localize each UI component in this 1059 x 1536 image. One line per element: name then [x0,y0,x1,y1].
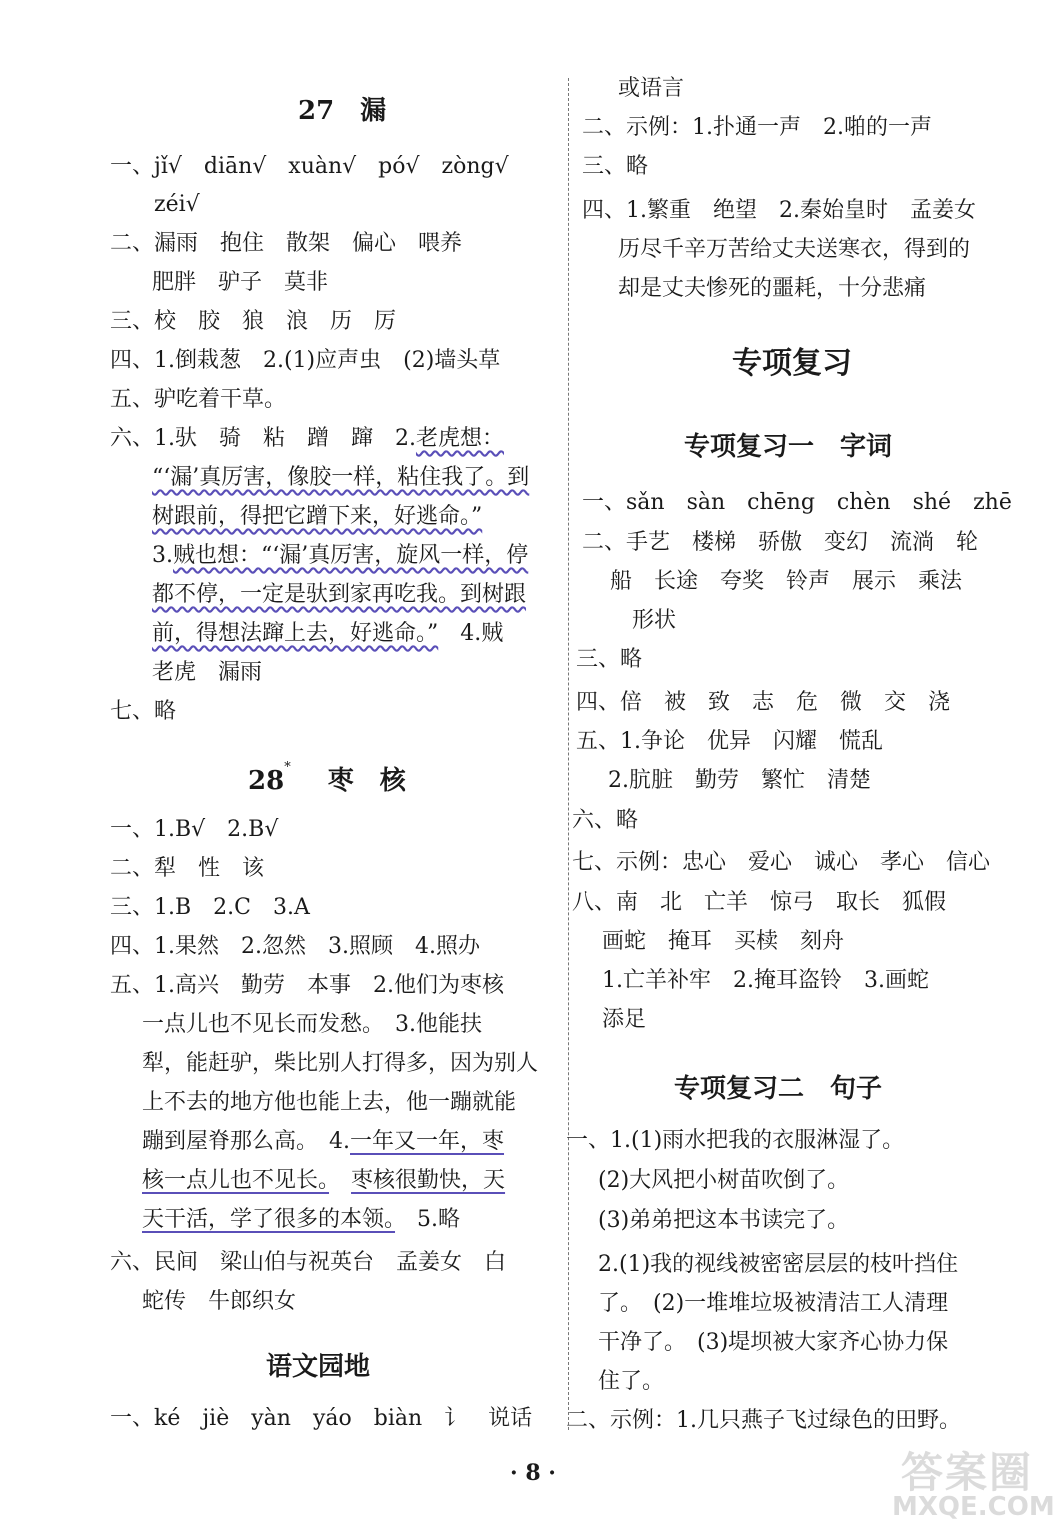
answer-line: 犁，能赶驴，柴比别人打得多，因为别人 [142,1051,539,1076]
section-title-zx2: 专项复习二 句子 [674,1074,883,1104]
answer-line: 三、略 [576,647,643,672]
answer-text: 六、1.驮 骑 粘 蹭 蹿 2. [110,426,416,451]
answer-line: 上不去的地方他也能上去，他一蹦就能 [142,1090,517,1115]
answer-text: 蹦到屋脊那么高。 4. [142,1129,350,1154]
answer-line: 四、1.倒栽葱 2.(1)应声虫 (2)墙头草 [110,348,501,373]
underlined-text: 一年又一年，枣 [350,1129,505,1154]
answer-line: 干净了。 (3)堤坝被大家齐心协力保 [598,1330,949,1355]
answer-line: 三、校 胶 狼 浪 历 厉 [110,309,397,334]
answer-text: 3. [152,543,173,568]
answer-line: 四、1.果然 2.忽然 3.照顾 4.照办 [110,934,480,959]
answer-line: 蛇传 牛郎织女 [142,1289,297,1314]
answer-line: 五、1.高兴 勤劳 本事 2.他们为枣核 [110,973,504,998]
answer-line: 五、驴吃着干草。 [110,387,287,412]
answer-line: zéi√ [154,192,200,217]
answer-line: 一、1.(1)雨水把我的衣服淋湿了。 [566,1128,905,1153]
answer-line: 二、示例：1.扑通一声 2.啪的一声 [582,115,932,140]
watermark-logo [892,1440,1055,1526]
answer-line: 2.肮脏 勤劳 繁忙 清楚 [608,768,871,793]
answer-line: 形状 [632,608,677,633]
answer-line: 老虎 漏雨 [152,660,263,685]
answer-line [142,1205,460,1235]
wavy-underlined-text: 前，得想法蹿上去，好逃命。” [152,621,439,646]
answer-line: 七、示例：忠心 爱心 诚心 孝心 信心 [572,850,991,875]
lesson-27-title: 27 漏 [298,96,387,126]
answer-line: 二、犁 性 该 [110,856,265,881]
underlined-text: 核一点儿也不见长。 [142,1168,330,1193]
section-title-zx1: 专项复习一 字词 [684,432,893,462]
answer-line: 七、略 [110,699,177,724]
answer-text [329,1168,351,1193]
answer-line: 三、略 [582,154,649,179]
answer-line: 二、示例：1.几只燕子飞过绿色的田野。 [566,1408,961,1433]
answer-line: 八、南 北 亡羊 惊弓 取长 狐假 [572,890,947,915]
answer-line: 或语言 [618,76,685,101]
answer-line: 六、略 [572,808,639,833]
answer-line: 却是丈夫惨死的噩耗，十分悲痛 [618,276,927,301]
answer-line: 1.亡羊补牢 2.掩耳盗铃 3.画蛇 [602,968,929,993]
answer-line: 五、1.争论 优异 闪耀 慌乱 [576,729,883,754]
answer-line: 一点儿也不见长而发愁。 3.他能扶 [142,1012,482,1037]
answer-line: 三、1.B 2.C 3.A [110,895,310,920]
answer-line: (2)大风把小树苗吹倒了。 [598,1168,850,1193]
chapter-title: 专项复习 [732,346,852,381]
answer-line: 一、ké jiè yàn yáo biàn 讠 说话 [110,1406,533,1431]
answer-line: 住了。 [598,1369,665,1394]
answer-line: 2.(1)我的视线被密密层层的枝叶挡住 [598,1252,959,1277]
column-divider [568,78,569,1430]
answer-line: 一、jǐ√ diān√ xuàn√ pó√ zòng√ [110,154,509,179]
answer-line [152,541,528,571]
wavy-underlined-text: 贼也想：“‘漏’真厉害，旋风一样，停 [173,543,529,568]
answer-line: 肥胖 驴子 莫非 [152,270,329,295]
answer-line [142,1127,504,1157]
answer-line: 添足 [602,1007,647,1032]
answer-line [110,424,504,454]
wavy-underlined-line: “‘漏’真厉害，像胶一样，粘住我了。到 [152,465,530,490]
lesson-name: 枣 核 [327,766,406,796]
answer-line: 船 长途 夸奖 铃声 展示 乘法 [610,569,963,594]
lesson-number: 28 [248,766,285,796]
answer-line [142,1166,505,1196]
answer-line: 四、倍 被 致 志 危 微 交 浇 [576,690,951,715]
answer-line: (3)弟弟把这本书读完了。 [598,1208,850,1233]
answer-line: 六、民间 梁山伯与祝英台 孟姜女 白 [110,1250,507,1275]
answer-line: 了。 (2)一堆堆垃圾被清洁工人清理 [598,1291,949,1316]
answer-line: 画蛇 掩耳 买椟 刻舟 [602,929,845,954]
watermark-url: MXQE.COM [892,1492,1055,1522]
answer-text: 4.贼 [438,621,504,646]
wavy-underlined-line: 树跟前，得把它蹭下来，好逃命。” [152,504,483,529]
answer-line: 二、手艺 楼梯 骄傲 变幻 流淌 轮 [582,530,979,555]
wavy-underlined-line: 都不停，一定是驮到家再吃我。到树跟 [152,582,527,607]
answer-line: 历尽千辛万苦给丈夫送寒衣，得到的 [618,237,971,262]
answer-line [152,619,503,649]
answer-line: 一、sǎn sàn chēng chèn shé zhē [582,490,1012,515]
section-title-ywyd: 语文园地 [266,1352,371,1382]
page-number: · 8 · [510,1460,556,1486]
underlined-text: 天干活，学了很多的本领。 [142,1207,396,1232]
answer-text: 5.略 [395,1207,461,1232]
underlined-text: 枣核很勤快，天 [351,1168,506,1193]
optional-lesson-mark: * [284,760,291,775]
lesson-28-title [248,760,406,797]
answer-line: 二、漏雨 抱住 散架 偏心 喂养 [110,231,463,256]
answer-line: 一、1.B√ 2.B√ [110,817,279,842]
wavy-underlined-text: 老虎想： [415,426,504,451]
answer-line: 四、1.繁重 绝望 2.秦始皇时 孟姜女 [582,198,976,223]
watermark-title: 答案圈 [900,1448,1033,1497]
